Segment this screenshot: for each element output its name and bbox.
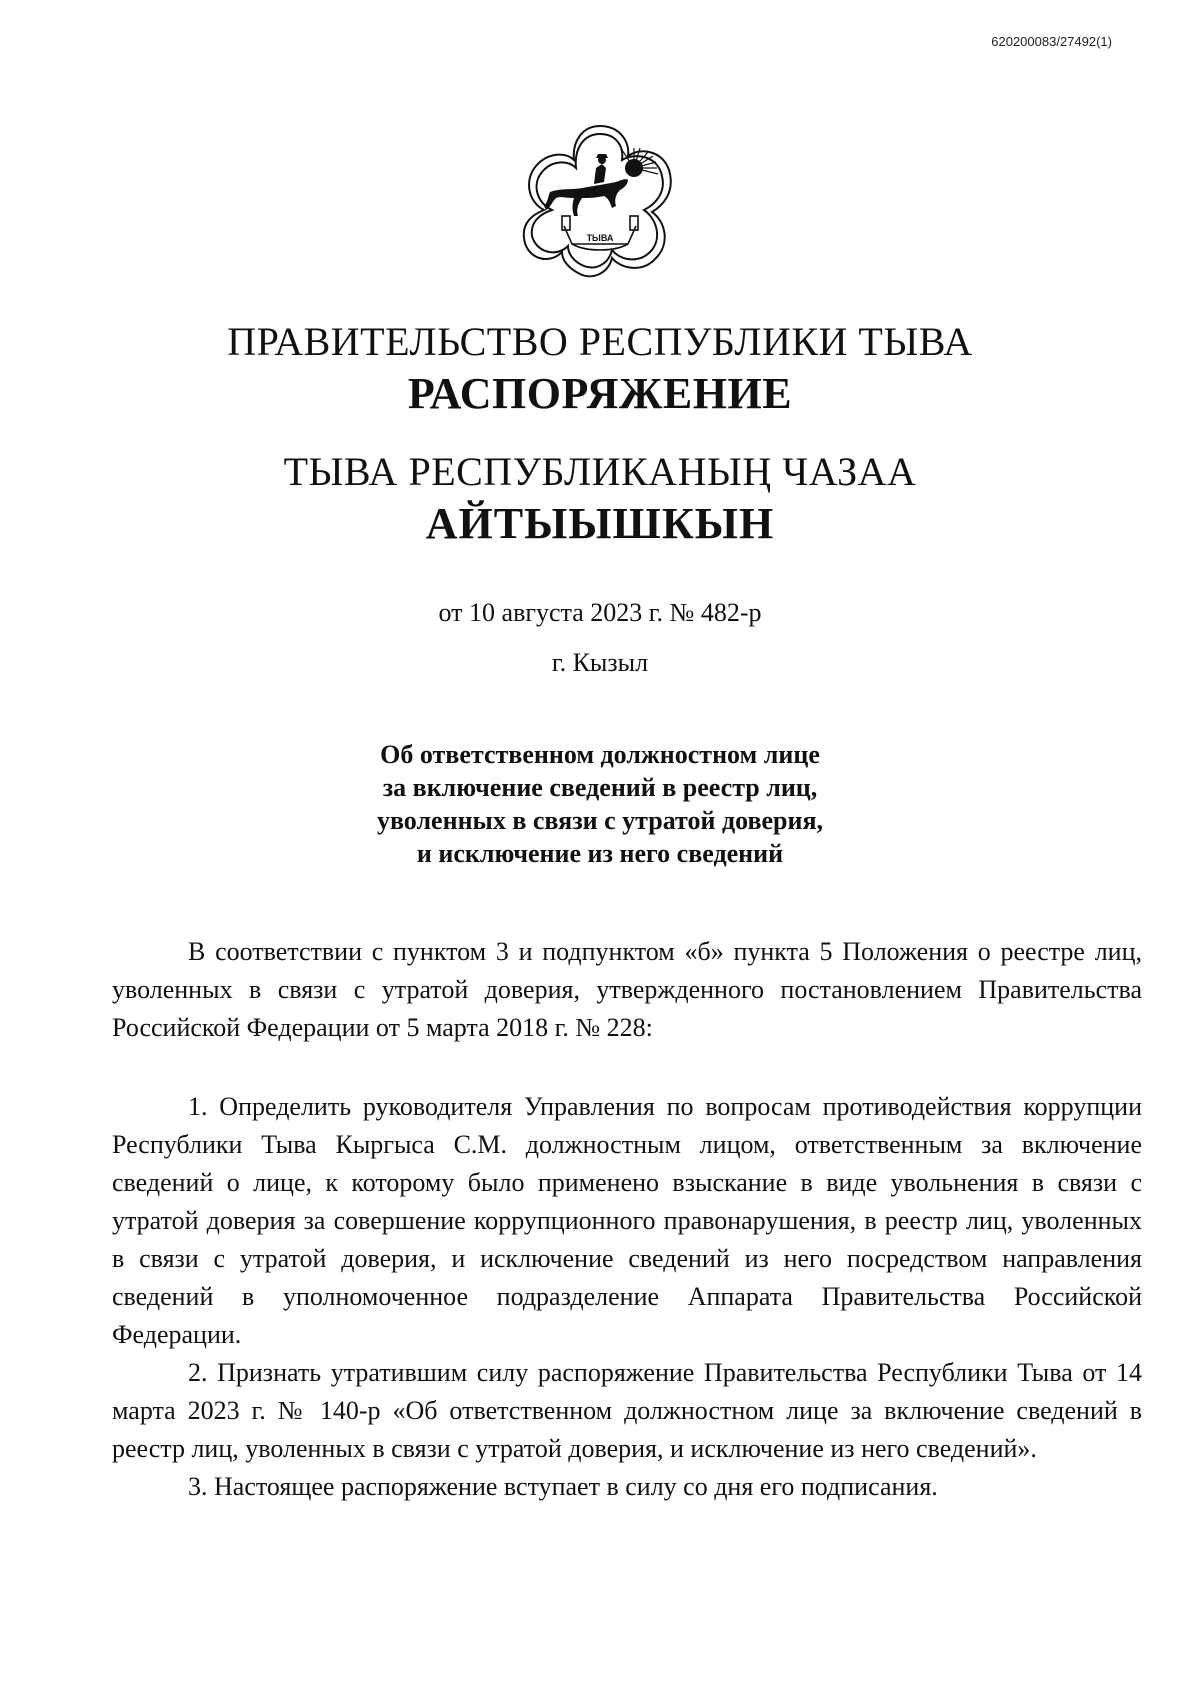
- preamble-paragraph: В соответствии с пунктом 3 и подпунктом «б» пункта 5 Положения о реестре лиц, уволенных в связи с утратой доверия, утвержденного постановлением Правительства Российской Федерации от 5 марта 2018 г. № 228:: [112, 937, 1142, 1042]
- document-id: 620200083/27492(1): [991, 34, 1112, 49]
- order-item: 3. Настоящее распоряжение вступает в силу со дня его подписания.: [188, 1472, 938, 1501]
- document-date-number: от 10 августа 2023 г. № 482-р: [438, 598, 762, 627]
- subject-line: за включение сведений в реестр лиц,: [382, 773, 818, 802]
- document-city: г. Кызыл: [551, 648, 649, 677]
- document-subject: [0, 738, 1200, 870]
- government-name-tyvan: ТЫВА РЕСПУБЛИКАНЫҢ ЧАЗАА: [283, 449, 917, 494]
- subject-line: уволенных в связи с утратой доверия,: [376, 806, 824, 835]
- order-item: 2. Признать утратившим силу распоряжение Правительства Республики Тыва от 14 марта 2023 г. № 140-р «Об ответственном должностном лице за включение сведений в реестр лиц, уволенных в связи с утратой доверия, и исключение из него сведений».: [112, 1358, 1142, 1463]
- order-item: 1. Определить руководителя Управления по вопросам противодействия коррупции Республики Тыва Кыргыса С.М. должностным лицом, ответственным за включение сведений о лице, к которому было применено взыскание в виде увольнения в связи с утратой доверия за совершение коррупционного правонарушения, в реестр лиц, уволенных в связи с утратой доверия, и исключение сведений из него посредством направления сведений в уполномоченное подразделение Аппарата Правительства Российской Федерации.: [112, 1092, 1142, 1349]
- document-type: РАСПОРЯЖЕНИЕ: [407, 369, 793, 418]
- government-name: ПРАВИТЕЛЬСТВО РЕСПУБЛИКИ ТЫВА: [227, 319, 973, 364]
- svg-text:ТЫВА: ТЫВА: [586, 233, 614, 243]
- preamble: [112, 933, 1142, 1047]
- order-items: [112, 1088, 1142, 1506]
- subject-line: и исключение из него сведений: [416, 839, 784, 868]
- document-type-tyvan: АЙТЫЫШКЫН: [425, 499, 775, 548]
- tuva-coat-of-arms-icon: [516, 118, 684, 286]
- subject-line: Об ответственном должностном лице: [380, 740, 820, 769]
